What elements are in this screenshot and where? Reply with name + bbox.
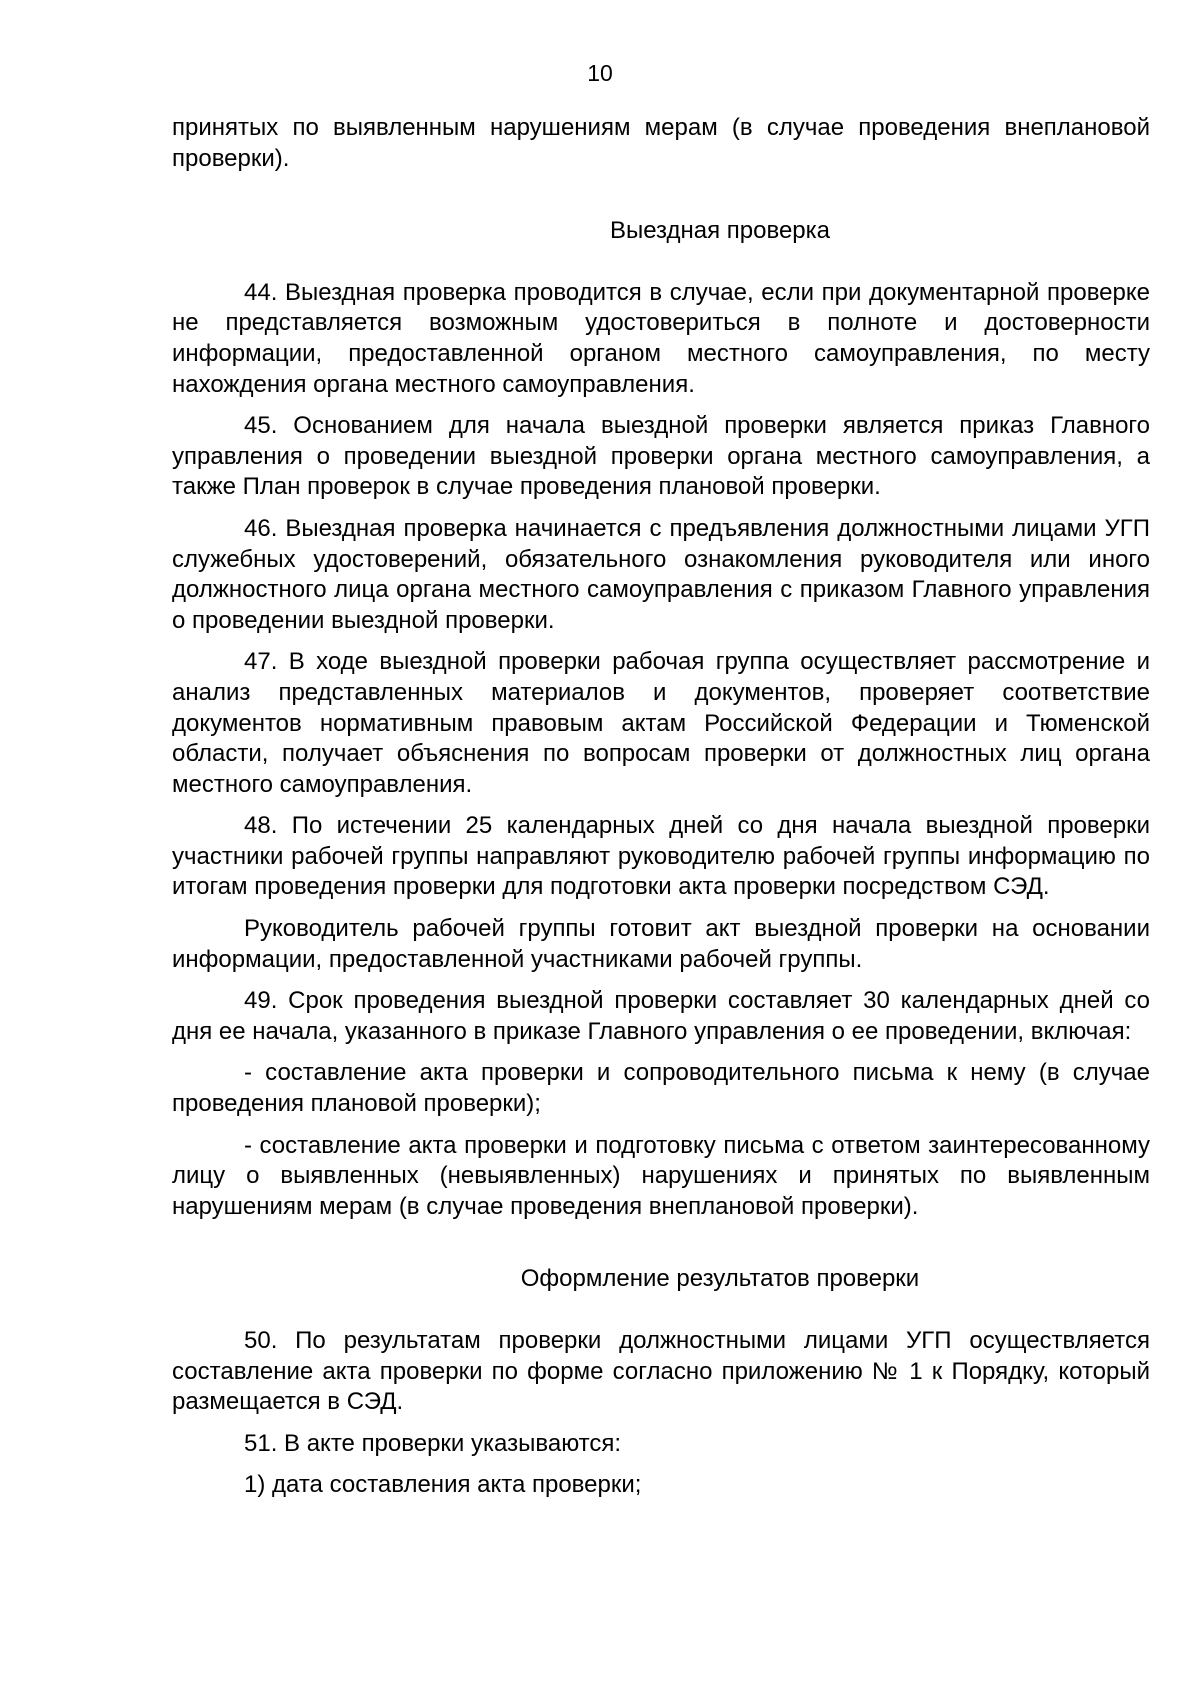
paragraph-44: 44. Выездная проверка проводится в случае, если при документарной проверке не представляется возможным удостовериться в полноте и достоверности информации, предоставленной органом местного самоуправления, по месту нахождения органа местного самоуправления. xyxy=(172,278,1150,398)
section-heading-field-inspection: Выездная проверка xyxy=(609,217,831,245)
paragraph-45: 45. Основанием для начала выездной проверки является приказ Главного управления о проведении выездной проверки органа местного самоуправления, а также План проверок в случае проведения плановой проверки. xyxy=(172,412,1150,501)
paragraph-49: 49. Срок проведения выездной проверки составляет 30 календарных дней со дня ее начала, указанного в приказе Главного управления о ее проведении, включая: xyxy=(172,987,1150,1045)
paragraph-49-item-b: - составление акта проверки и подготовку письма с ответом заинтересованному лицу о выявленных (невыявленных) нарушениях и принятых по выявленным нарушениям мерам (в случае проведения внеплановой проверки). xyxy=(172,1131,1150,1220)
paragraph-46: 46. Выездная проверка начинается с предъявления должностными лицами УГП служебных удостоверений, обязательного ознакомления руководителя или иного должностного лица органа местного самоуправления с приказом Главного управления о проведении выездной проверки. xyxy=(172,514,1150,634)
document-body xyxy=(172,113,1150,1501)
paragraph-49-item-a: - составление акта проверки и сопроводительного письма к нему (в случае проведения плановой проверки); xyxy=(172,1059,1150,1118)
paragraph-48: 48. По истечении 25 календарных дней со дня начала выездной проверки участники рабочей группы направляют руководителю рабочей группы информацию по итогам проведения проверки для подготовки акта проверки посредством СЭД. xyxy=(172,812,1150,901)
section-heading-results: Оформление результатов проверки xyxy=(520,1265,920,1293)
paragraph-51-item-1: 1) дата составления акта проверки; xyxy=(244,1471,642,1499)
paragraph-47: 47. В ходе выездной проверки рабочая группа осуществляет рассмотрение и анализ представленных материалов и документов, проверяет соответствие документов нормативным правовым актам Российской Федерации и Тюменской области, получает объяснения по вопросам проверки от должностных лиц органа местного самоуправления. xyxy=(172,648,1150,798)
paragraph-48-continued: Руководитель рабочей группы готовит акт выездной проверки на основании информации, предоставленной участниками рабочей группы. xyxy=(172,915,1150,973)
page-number: 10 xyxy=(587,60,613,86)
paragraph-50: 50. По результатам проверки должностными лицами УГП осуществляется составление акта проверки по форме согласно приложению № 1 к Порядку, который размещается в СЭД. xyxy=(172,1327,1150,1416)
paragraph-51: 51. В акте проверки указываются: xyxy=(244,1429,622,1457)
continuation-paragraph: принятых по выявленным нарушениям мерам (в случае проведения внеплановой проверки). xyxy=(172,114,1150,172)
